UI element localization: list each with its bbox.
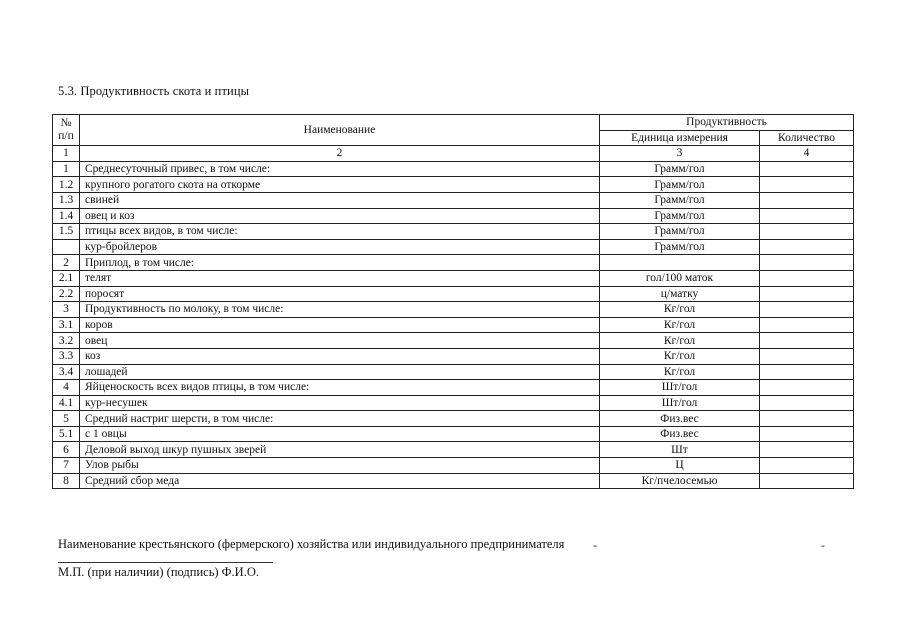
row-unit: гол/100 маток xyxy=(600,270,760,286)
row-name: коз xyxy=(80,348,600,364)
row-name: Улов рыбы xyxy=(80,458,600,474)
row-number: 4.1 xyxy=(53,395,80,411)
row-name: кур-несушек xyxy=(80,395,600,411)
row-name: Приплод, в том числе: xyxy=(80,255,600,271)
dash-mark: - xyxy=(593,538,597,552)
row-unit: Грамм/гол xyxy=(600,192,760,208)
row-unit xyxy=(600,255,760,271)
row-quantity xyxy=(760,192,854,208)
row-quantity xyxy=(760,364,854,380)
row-unit: Физ.вес xyxy=(600,426,760,442)
row-name: Средний сбор меда xyxy=(80,473,600,489)
row-number: 1.5 xyxy=(53,224,80,240)
row-name: Яйценоскость всех видов птицы, в том числе: xyxy=(80,380,600,396)
table-row xyxy=(53,177,854,193)
row-unit: Грамм/гол xyxy=(600,208,760,224)
row-quantity xyxy=(760,473,854,489)
row-name: коров xyxy=(80,317,600,333)
table-row xyxy=(53,239,854,255)
row-name: поросят xyxy=(80,286,600,302)
signature-underline xyxy=(58,562,273,563)
header-unit: Единица измерения xyxy=(600,130,760,146)
row-name: телят xyxy=(80,270,600,286)
row-quantity xyxy=(760,255,854,271)
row-quantity xyxy=(760,348,854,364)
row-unit: Шт/гол xyxy=(600,380,760,396)
row-quantity xyxy=(760,411,854,427)
row-unit: Кг/гол xyxy=(600,333,760,349)
table-row xyxy=(53,192,854,208)
table-row xyxy=(53,208,854,224)
table-row xyxy=(53,395,854,411)
header-productivity: Продуктивность xyxy=(600,115,854,131)
signature-label: М.П. (при наличии) (подпись) Ф.И.О. xyxy=(58,565,259,579)
table-row xyxy=(53,270,854,286)
row-quantity xyxy=(760,395,854,411)
row-unit: Грамм/гол xyxy=(600,224,760,240)
table-row xyxy=(53,348,854,364)
row-number: 1.4 xyxy=(53,208,80,224)
row-unit: Шт xyxy=(600,442,760,458)
row-quantity xyxy=(760,177,854,193)
table-row xyxy=(53,255,854,271)
row-number: 3.4 xyxy=(53,364,80,380)
row-unit: Кг/гол xyxy=(600,348,760,364)
table-row xyxy=(53,333,854,349)
row-unit: ц/матку xyxy=(600,286,760,302)
row-number: 4 xyxy=(53,380,80,396)
column-numbers-row xyxy=(53,146,854,162)
table-row xyxy=(53,411,854,427)
row-unit: Грамм/гол xyxy=(600,239,760,255)
farm-name-label: Наименование крестьянского (фермерского) хозяйства или индивидуального предпринимателя xyxy=(58,537,565,551)
table-row xyxy=(53,380,854,396)
row-number: 1 xyxy=(53,161,80,177)
table-header-row xyxy=(53,115,854,131)
row-name: кур-бройлеров xyxy=(80,239,600,255)
row-quantity xyxy=(760,270,854,286)
row-quantity xyxy=(760,161,854,177)
column-number: 1 xyxy=(53,146,80,162)
row-name: Деловой выход шкур пушных зверей xyxy=(80,442,600,458)
table-row xyxy=(53,458,854,474)
row-quantity xyxy=(760,286,854,302)
row-quantity xyxy=(760,380,854,396)
row-unit: Кг/гол xyxy=(600,302,760,318)
section-title: 5.3. Продуктивность скота и птицы xyxy=(58,84,250,98)
table-row xyxy=(53,286,854,302)
row-quantity xyxy=(760,317,854,333)
row-number: 3.2 xyxy=(53,333,80,349)
row-number: 8 xyxy=(53,473,80,489)
row-number: 2.2 xyxy=(53,286,80,302)
column-number: 3 xyxy=(600,146,760,162)
row-name: птицы всех видов, в том числе: xyxy=(80,224,600,240)
row-quantity xyxy=(760,224,854,240)
row-number xyxy=(53,239,80,255)
row-name: с 1 овцы xyxy=(80,426,600,442)
row-number: 3 xyxy=(53,302,80,318)
row-quantity xyxy=(760,458,854,474)
row-quantity xyxy=(760,442,854,458)
header-name: Наименование xyxy=(80,115,600,146)
productivity-table xyxy=(52,114,854,489)
row-name: Продуктивность по молоку, в том числе: xyxy=(80,302,600,318)
row-unit: Грамм/гол xyxy=(600,161,760,177)
column-number: 4 xyxy=(760,146,854,162)
row-quantity xyxy=(760,333,854,349)
row-number: 7 xyxy=(53,458,80,474)
row-number: 2 xyxy=(53,255,80,271)
column-number: 2 xyxy=(80,146,600,162)
table-row xyxy=(53,426,854,442)
row-number: 2.1 xyxy=(53,270,80,286)
row-number: 3.1 xyxy=(53,317,80,333)
row-name: крупного рогатого скота на откорме xyxy=(80,177,600,193)
table-row xyxy=(53,473,854,489)
table-row xyxy=(53,224,854,240)
row-quantity xyxy=(760,208,854,224)
row-number: 3.3 xyxy=(53,348,80,364)
table-row xyxy=(53,161,854,177)
row-name: овец xyxy=(80,333,600,349)
table-row xyxy=(53,364,854,380)
row-unit: Кг/пчелосемью xyxy=(600,473,760,489)
dash-mark: - xyxy=(821,538,825,552)
table-row xyxy=(53,302,854,318)
row-number: 6 xyxy=(53,442,80,458)
row-name: Средний настриг шерсти, в том числе: xyxy=(80,411,600,427)
row-number: 1.2 xyxy=(53,177,80,193)
header-num: № п/п xyxy=(53,115,80,146)
row-unit: Шт/гол xyxy=(600,395,760,411)
row-name: овец и коз xyxy=(80,208,600,224)
table-row xyxy=(53,317,854,333)
row-unit: Кг/гол xyxy=(600,364,760,380)
header-quantity: Количество xyxy=(760,130,854,146)
row-number: 5.1 xyxy=(53,426,80,442)
row-unit: Ц xyxy=(600,458,760,474)
row-quantity xyxy=(760,302,854,318)
row-number: 1.3 xyxy=(53,192,80,208)
row-unit: Грамм/гол xyxy=(600,177,760,193)
row-unit: Кг/гол xyxy=(600,317,760,333)
row-unit: Физ.вес xyxy=(600,411,760,427)
table-row xyxy=(53,442,854,458)
row-quantity xyxy=(760,239,854,255)
row-number: 5 xyxy=(53,411,80,427)
row-name: свиней xyxy=(80,192,600,208)
row-name: лошадей xyxy=(80,364,600,380)
row-name: Среднесуточный привес, в том числе: xyxy=(80,161,600,177)
row-quantity xyxy=(760,426,854,442)
